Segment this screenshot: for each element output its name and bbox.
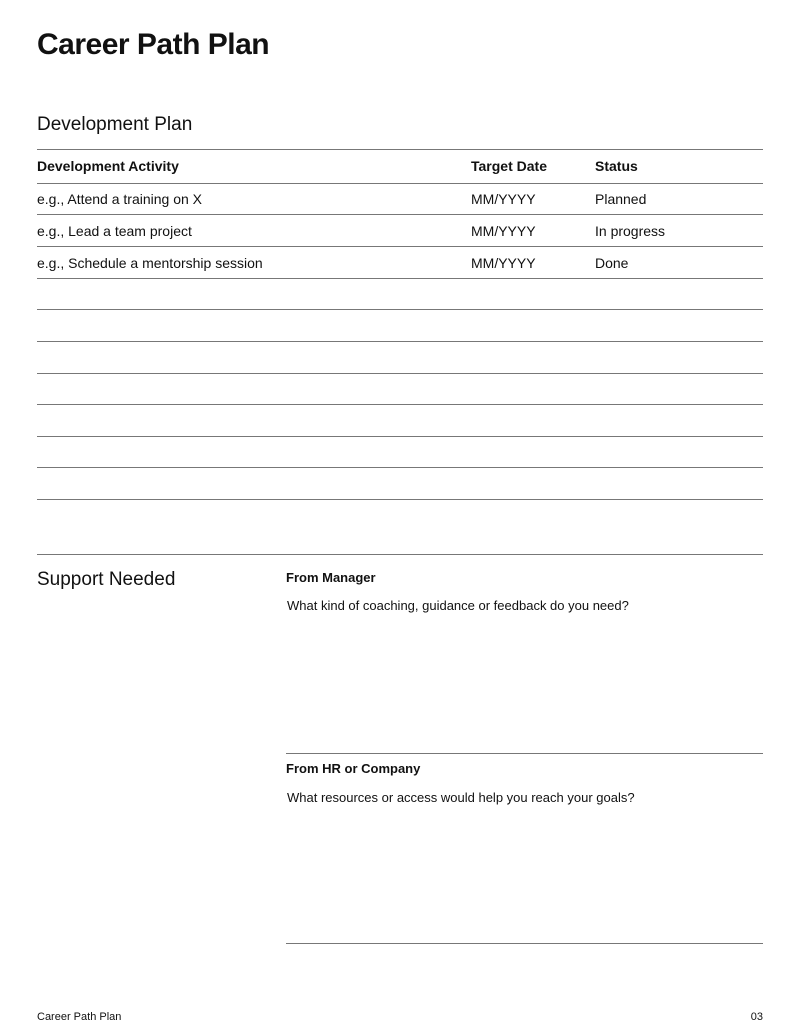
column-header-activity: Development Activity (37, 158, 179, 174)
column-header-target-date: Target Date (471, 158, 547, 174)
divider (37, 554, 763, 555)
page-title: Career Path Plan (37, 28, 270, 61)
activity-cell[interactable]: e.g., Schedule a mentorship session (37, 255, 263, 271)
from-hr-label: From HR or Company (286, 761, 421, 776)
empty-row-line[interactable] (37, 499, 763, 500)
status-cell[interactable]: Done (595, 255, 629, 271)
divider (37, 183, 763, 184)
empty-row-line[interactable] (37, 467, 763, 468)
status-cell[interactable]: In progress (595, 223, 666, 239)
empty-row-line[interactable] (37, 341, 763, 342)
empty-row-line[interactable] (37, 309, 763, 310)
target-date-cell[interactable]: MM/YYYY (471, 255, 536, 271)
from-manager-label: From Manager (286, 570, 376, 585)
footer-title: Career Path Plan (37, 1011, 122, 1023)
from-hr-prompt[interactable]: What resources or access would help you reach your goals? (287, 790, 635, 805)
activity-cell[interactable]: e.g., Lead a team project (37, 223, 192, 239)
empty-row-line[interactable] (37, 404, 763, 405)
section-heading-support-needed: Support Needed (37, 569, 176, 590)
empty-row-line[interactable] (37, 436, 763, 437)
page-number: 03 (750, 1011, 763, 1023)
column-header-status: Status (595, 158, 638, 174)
status-cell[interactable]: Planned (595, 191, 647, 207)
empty-row-line[interactable] (37, 373, 763, 374)
activity-cell[interactable]: e.g., Attend a training on X (37, 191, 203, 207)
section-heading-development-plan: Development Plan (37, 114, 193, 135)
target-date-cell[interactable]: MM/YYYY (471, 223, 536, 239)
from-manager-prompt[interactable]: What kind of coaching, guidance or feedback do you need? (287, 598, 629, 613)
target-date-cell[interactable]: MM/YYYY (471, 191, 536, 207)
divider (286, 943, 763, 944)
divider (286, 753, 763, 754)
divider (37, 149, 763, 150)
divider (37, 214, 763, 215)
divider (37, 246, 763, 247)
divider (37, 278, 763, 279)
